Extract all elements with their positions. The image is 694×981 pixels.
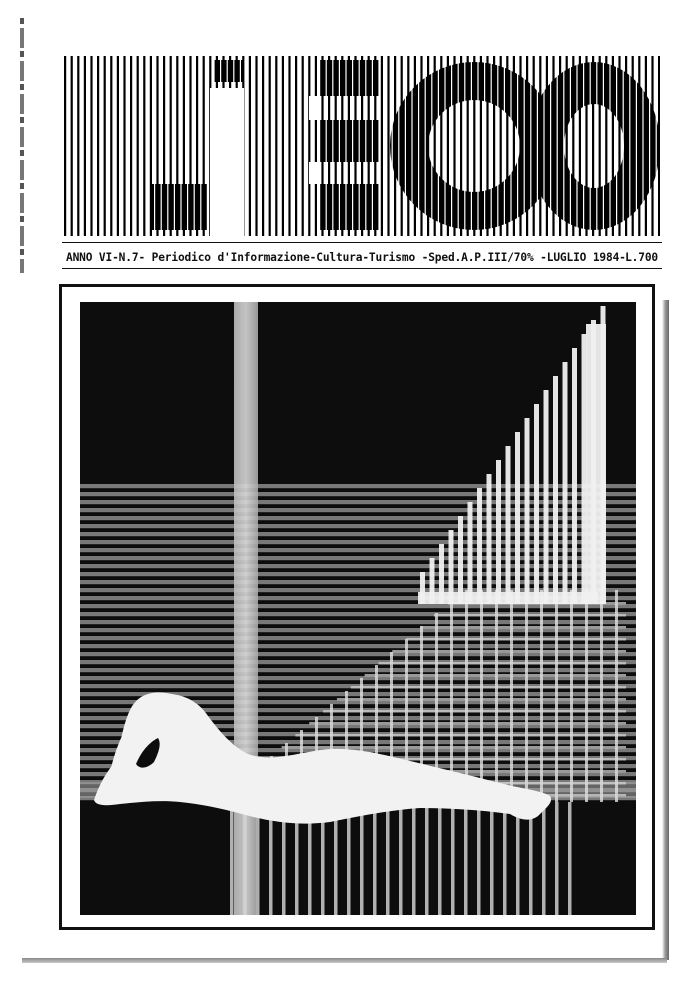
issue-info-text: ANNO VI-N.7- Periodico d'Informazione-Cultura-Turismo -Sped.A.P.III/70% -LUGLIO 1984- — [66, 251, 626, 264]
issue-info-line — [66, 251, 660, 264]
page-edge-right — [662, 300, 669, 960]
issue-price: L.700 — [625, 251, 658, 264]
top-rule — [62, 242, 662, 243]
masthead-logo — [64, 56, 660, 236]
page-edge-left — [20, 18, 24, 273]
page-edge-bottom — [22, 958, 667, 963]
masthead-logo-graphic — [64, 56, 660, 236]
cover-illustration — [80, 302, 636, 915]
cover-illustration-graphic — [80, 302, 636, 915]
bottom-rule — [62, 268, 662, 269]
